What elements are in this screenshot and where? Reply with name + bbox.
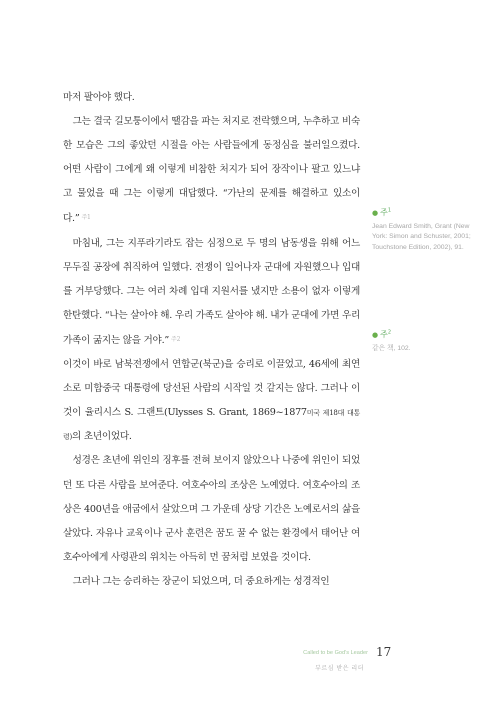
paragraph: 그러나 그는 승리하는 장군이 되었으며, 더 중요하게는 성경적인 (72, 575, 330, 587)
footnote-ref: 주2 (171, 335, 181, 343)
footnote-ref: 주1 (81, 214, 91, 222)
paragraph (63, 232, 360, 353)
paragraph (63, 110, 360, 231)
bullet-dot-icon: ● (372, 331, 379, 339)
paragraph: 성경은 초년에 위인의 징후를 전혀 보이지 않았으나 나중에 위인이 되었던 또 다른 사람을 보여준다. 여호수아의 조상은 노예였다. 여호수아의 조상은 400년을 애굽에서 살았으며 그 가운데 상당 기간은 노예로서의 삶을 살았다. 자유나 교육이나 군사 훈련은 꿈도 꿀 수 없는 환경에서 태어난 여호수아에게 사령관의 위치는 아득히 먼 꿈처럼 보였을 것이다. (63, 455, 360, 563)
sidenote-label: 주 (380, 330, 388, 339)
body-text (63, 86, 360, 594)
sidenote-heading (372, 207, 472, 218)
paragraph (63, 353, 360, 449)
sidenote-number: 2 (387, 329, 392, 336)
paragraph-text: 의 초년이었다. (72, 431, 132, 443)
running-footer-title: Called to be God's Leader (303, 650, 368, 656)
paragraph-text: 마침내, 그는 지푸라기라도 잡는 심정으로 두 명의 남동생을 위해 어느 무두질 공장에 취직하여 일했다. 전쟁이 일어나자 군대에 자원했으나 입대를 거부당했다. 그는 여러 차례 입대 지원서를 냈지만 소용이 없자 이렇게 한탄했다. “나는 살아야 해. 우리 가족도 살아야 해. 내가 군대에 가면 우리 가족이 굶지는 않을 거야.” (63, 237, 360, 346)
sidenote-1 (372, 207, 472, 253)
sidenote-number: 1 (387, 207, 392, 214)
running-footer-subtitle: 부르심 받은 리더 (315, 665, 364, 672)
sidenote-label: 주 (380, 208, 388, 217)
page-number: 17 (376, 645, 392, 659)
paragraph-text: 이것이 바로 남북전쟁에서 연합군(북군)을 승리로 이끌었고, 46세에 최연소로 미합중국 대통령에 당선된 사람의 시작일 것 같지는 않다. 그러나 이것이 율리시스 S. 그랜트(Ulysses S. Grant, 1869~1877 (63, 359, 360, 419)
paragraph: 마저 팔아야 했다. (63, 92, 135, 103)
sidenote-text: 같은 책, 102. (372, 345, 411, 352)
sidenote-heading (372, 329, 472, 340)
inline-note: 미국 제18대 대통령) (63, 409, 361, 442)
sidenote-text: Jean Edward Smith, Grant (New York: Simon and Schuster, 2001; Touchstone Edition, 2002), 91. (372, 223, 471, 251)
bullet-dot-icon: ● (372, 209, 379, 217)
sidenote-2 (372, 329, 472, 354)
paragraph-text: 그는 결국 길모퉁이에서 땔감을 파는 처지로 전락했으며, 누추하고 비숙한 모습은 그의 좋았던 시절을 아는 사람들에게 동정심을 불러일으켰다. 어떤 사람이 그에게 왜 이렇게 비참한 처지가 되어 장작이나 팔고 있느냐고 물었을 때 그는 이렇게 대답했다. “가난의 문제를 해결하고 있소이다.” (63, 116, 360, 225)
